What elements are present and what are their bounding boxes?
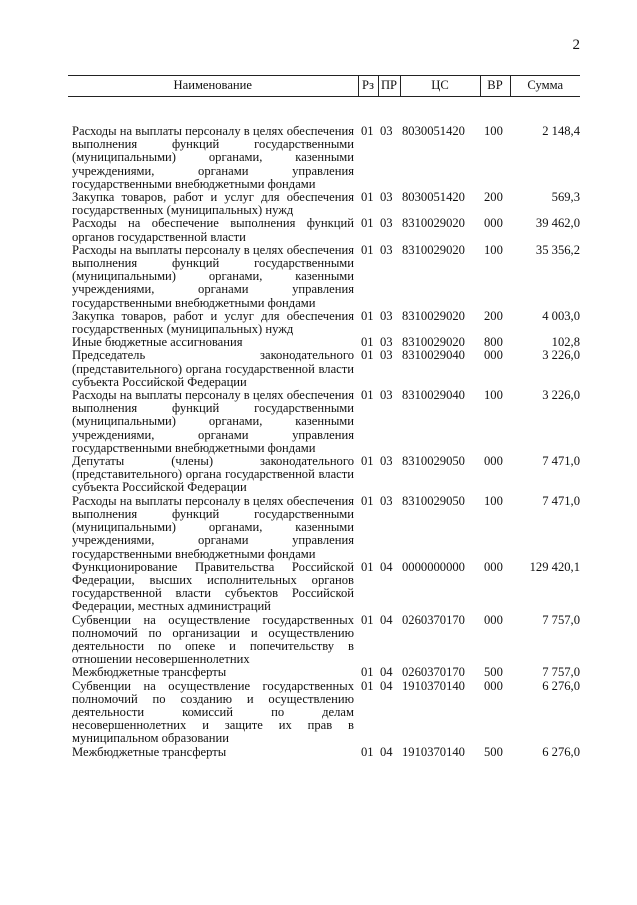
row-name: Субвенции на осуществление государственных полномочий по организации и осуществлению деятельности по опеке и попечительству в отношении несовершеннолетних bbox=[72, 612, 354, 667]
row-pr: 03 bbox=[380, 308, 393, 323]
row-sum: 7 757,0 bbox=[542, 665, 580, 680]
row-vr: 500 bbox=[484, 744, 503, 759]
table-row bbox=[68, 97, 580, 192]
row-pr: 03 bbox=[380, 242, 393, 257]
header-rz: Рз bbox=[358, 76, 378, 97]
row-name: Депутаты (члены) законодательного (представительного) органа государственной власти субъекта Российской Федерации bbox=[72, 454, 354, 495]
row-cs: 1910370140 bbox=[402, 678, 465, 693]
row-vr: 000 bbox=[484, 216, 503, 231]
row-name: Расходы на выплаты персоналу в целях обеспечения выполнения функций государственными (муниципальными) органами, казенными учреждениями, органами управления государственными внебюджетными фондами bbox=[72, 388, 354, 455]
row-name: Расходы на выплаты персоналу в целях обеспечения выполнения функций государственными (муниципальными) органами, казенными учреждениями, органами управления государственными внебюджетными фондами bbox=[72, 493, 354, 561]
table-row bbox=[68, 310, 580, 336]
table-row bbox=[68, 666, 580, 679]
row-pr: 03 bbox=[380, 454, 393, 469]
table-row bbox=[68, 455, 580, 495]
row-cs: 8310029020 bbox=[402, 216, 465, 231]
table-row bbox=[68, 495, 580, 561]
row-sum: 35 356,2 bbox=[535, 242, 580, 257]
row-sum: 6 276,0 bbox=[542, 678, 580, 693]
row-rz: 01 bbox=[361, 242, 374, 257]
row-cs: 8310029020 bbox=[402, 335, 465, 350]
row-vr: 500 bbox=[484, 665, 503, 680]
row-rz: 01 bbox=[361, 559, 374, 574]
row-cs: 8310029020 bbox=[402, 308, 465, 323]
row-sum: 2 148,4 bbox=[542, 124, 580, 138]
row-pr: 04 bbox=[380, 612, 393, 627]
row-sum: 3 226,0 bbox=[542, 388, 580, 403]
row-cs: 8030051420 bbox=[402, 190, 465, 205]
row-vr: 100 bbox=[484, 493, 503, 508]
table-row bbox=[68, 244, 580, 310]
row-vr: 100 bbox=[484, 242, 503, 257]
table-row bbox=[68, 680, 580, 746]
row-vr: 000 bbox=[484, 454, 503, 469]
table-row bbox=[68, 389, 580, 455]
row-pr: 03 bbox=[380, 190, 393, 205]
row-pr: 03 bbox=[380, 216, 393, 231]
row-sum: 3 226,0 bbox=[542, 348, 580, 363]
row-name: Закупка товаров, работ и услуг для обеспечения государственных (муниципальных) нужд bbox=[72, 190, 354, 218]
row-sum: 129 420,1 bbox=[529, 559, 580, 574]
row-pr: 03 bbox=[380, 388, 393, 403]
row-name: Председатель законодательного (представительного) органа государственной власти субъекта Российской Федерации bbox=[72, 348, 354, 389]
row-rz: 01 bbox=[361, 612, 374, 627]
row-sum: 39 462,0 bbox=[535, 216, 580, 231]
row-cs: 0260370170 bbox=[402, 612, 465, 627]
row-vr: 000 bbox=[484, 678, 503, 693]
row-rz: 01 bbox=[361, 124, 374, 138]
row-vr: 200 bbox=[484, 308, 503, 323]
row-name: Расходы на обеспечение выполнения функций органов государственной власти bbox=[72, 216, 354, 244]
row-sum: 6 276,0 bbox=[542, 744, 580, 759]
row-name: Межбюджетные трансферты bbox=[72, 744, 227, 759]
row-name: Иные бюджетные ассигнования bbox=[72, 335, 243, 350]
row-rz: 01 bbox=[361, 744, 374, 759]
table-row bbox=[68, 614, 580, 667]
row-cs: 1910370140 bbox=[402, 744, 465, 759]
row-vr: 000 bbox=[484, 612, 503, 627]
row-pr: 03 bbox=[380, 348, 393, 363]
page-number: 2 bbox=[572, 37, 580, 53]
row-name: Субвенции на осуществление государственных полномочий по созданию и осуществлению деятельности комиссий по делам несовершеннолетних и защите их прав в муниципальном образовании bbox=[72, 678, 354, 746]
budget-table bbox=[68, 75, 580, 759]
row-pr: 03 bbox=[380, 335, 393, 350]
row-cs: 8030051420 bbox=[402, 124, 465, 138]
row-pr: 04 bbox=[380, 678, 393, 693]
row-sum: 7 471,0 bbox=[542, 493, 580, 508]
row-rz: 01 bbox=[361, 665, 374, 680]
row-cs: 8310029050 bbox=[402, 493, 465, 508]
header-name: Наименование bbox=[68, 76, 358, 97]
header-vr: ВР bbox=[480, 76, 510, 97]
row-name: Закупка товаров, работ и услуг для обеспечения государственных (муниципальных) нужд bbox=[72, 308, 354, 337]
table-header-row bbox=[68, 76, 580, 97]
header-pr: ПР bbox=[378, 76, 400, 97]
table-row bbox=[68, 349, 580, 389]
row-rz: 01 bbox=[361, 678, 374, 693]
row-name: Расходы на выплаты персоналу в целях обеспечения выполнения функций государственными (муниципальными) органами, казенными учреждениями, органами управления государственными внебюджетными фондами bbox=[72, 124, 354, 191]
row-rz: 01 bbox=[361, 335, 374, 350]
row-rz: 01 bbox=[361, 190, 374, 205]
row-rz: 01 bbox=[361, 493, 374, 508]
row-cs: 8310029040 bbox=[402, 348, 465, 363]
row-name: Функционирование Правительства Российской Федерации, высших исполнительных органов государственной власти субъектов Российской Федерации, местных администраций bbox=[72, 559, 354, 614]
row-vr: 000 bbox=[484, 348, 503, 363]
row-pr: 04 bbox=[380, 665, 393, 680]
row-vr: 200 bbox=[484, 190, 503, 205]
row-vr: 000 bbox=[484, 559, 503, 574]
table-row bbox=[68, 746, 580, 759]
row-rz: 01 bbox=[361, 454, 374, 469]
row-cs: 8310029040 bbox=[402, 388, 465, 403]
row-rz: 01 bbox=[361, 388, 374, 403]
row-pr: 04 bbox=[380, 744, 393, 759]
row-vr: 800 bbox=[484, 335, 503, 350]
row-sum: 4 003,0 bbox=[542, 308, 580, 323]
row-cs: 8310029050 bbox=[402, 454, 465, 469]
row-pr: 04 bbox=[380, 559, 393, 574]
row-cs: 0000000000 bbox=[402, 559, 465, 574]
row-cs: 8310029020 bbox=[402, 242, 465, 257]
row-pr: 03 bbox=[380, 124, 393, 138]
row-sum: 7 471,0 bbox=[542, 454, 580, 469]
table-row bbox=[68, 561, 580, 614]
row-name: Межбюджетные трансферты bbox=[72, 665, 227, 680]
row-rz: 01 bbox=[361, 308, 374, 323]
row-vr: 100 bbox=[484, 124, 503, 138]
row-sum: 569,3 bbox=[551, 190, 580, 205]
row-rz: 01 bbox=[361, 348, 374, 363]
row-sum: 102,8 bbox=[551, 335, 580, 350]
row-pr: 03 bbox=[380, 493, 393, 508]
table-row bbox=[68, 217, 580, 243]
row-rz: 01 bbox=[361, 216, 374, 231]
row-vr: 100 bbox=[484, 388, 503, 403]
header-sum: Сумма bbox=[510, 76, 580, 97]
table-row bbox=[68, 191, 580, 217]
row-cs: 0260370170 bbox=[402, 665, 465, 680]
header-cs: ЦС bbox=[400, 76, 480, 97]
row-name: Расходы на выплаты персоналу в целях обеспечения выполнения функций государственными (муниципальными) органами, казенными учреждениями, органами управления государственными внебюджетными фондами bbox=[72, 242, 354, 310]
row-sum: 7 757,0 bbox=[542, 612, 580, 627]
